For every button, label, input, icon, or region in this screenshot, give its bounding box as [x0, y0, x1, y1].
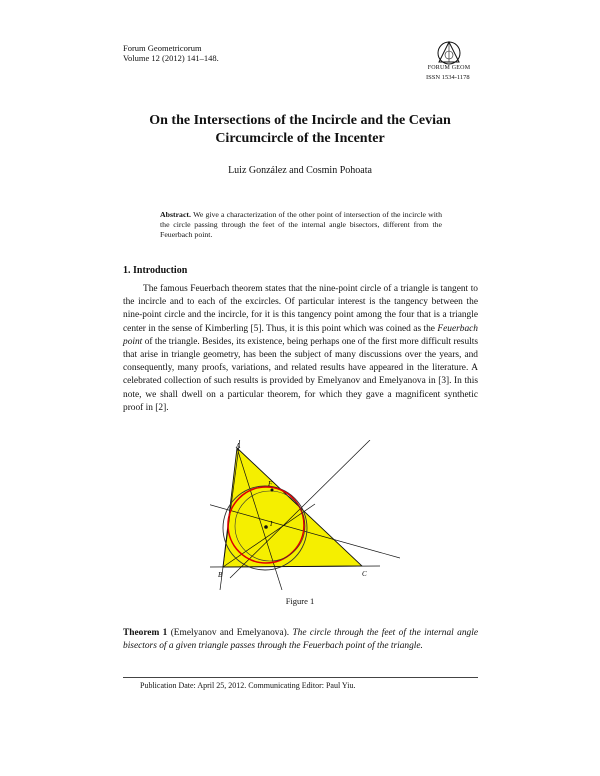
paper-title — [100, 112, 500, 148]
intro-text-part1: The famous Feuerbach theorem states that the nine-point circle of a triangle is tangent to the incircle and to each of the excircles. Of particular interest is the tangency between the nine-point circle and the incircle, for it is this tangency point among the four that is a triangle center in the sense of Kimberling [5]. Thus, it is this point which was coined as the — [123, 284, 478, 334]
intro-emphasis: Feuerbach point — [123, 323, 478, 347]
label-b: B — [218, 571, 223, 579]
theorem-statement: The circle through the feet of the internal angle bisectors of a given triangle passes through the Feuerbach point of the triangle. — [123, 628, 478, 651]
intro-text-part2: of the triangle. Besides, its existence, being perhaps one of the first more difficult results that arise in triangle geometry, has been the subject of many discussions over the years, and consequently, many proofs, variations, and related results have appeared in the literature. A celebrated collection of such results is provided by Emelyanov and Emelyanova in [3]. In this note, we shall dwell on a particular theorem, for which they gave a magnificent synthetic proof in [2]. — [123, 336, 478, 413]
abstract-text: We give a characterization of the other point of intersection of the incircle with the circle passing through the feet of the internal angle bisectors, different from the Feuerbach point. — [160, 210, 442, 239]
authors: Luiz González and Cosmin Pohoata — [228, 165, 372, 176]
journal-volume: Volume 12 (2012) 141–148. — [123, 53, 219, 63]
intro-paragraph — [123, 283, 478, 415]
footnote-rule — [123, 677, 478, 678]
theorem-1 — [123, 627, 478, 653]
figure-1 — [210, 440, 400, 590]
journal-logo — [424, 40, 474, 71]
title-line-1: On the Intersections of the Incircle and the Cevian — [149, 113, 451, 128]
label-f: F — [268, 480, 273, 488]
label-a: A — [236, 442, 241, 450]
logo-text: FORUM GEOM — [427, 65, 471, 71]
incenter-point — [264, 525, 268, 529]
label-i: I — [270, 520, 273, 528]
section-heading: 1. Introduction — [123, 265, 188, 276]
title-line-2: Circumcircle of the Incenter — [215, 131, 385, 146]
logo-emblem-icon — [432, 40, 466, 66]
feuerbach-point — [271, 489, 274, 492]
label-c: C — [362, 570, 367, 578]
figure-caption: Figure 1 — [285, 596, 315, 606]
abstract-label: Abstract — [160, 210, 190, 219]
theorem-attribution: (Emelyanov and Emelyanova). — [167, 628, 293, 638]
publication-footnote: Publication Date: April 25, 2012. Communicating Editor: Paul Yiu. — [140, 681, 356, 690]
geometry-diagram — [210, 440, 400, 590]
abstract: Abstract. We give a characterization of the other point of intersection of the incircle with the circle passing through the feet of the internal angle bisectors, different from the Feuerbach point. — [160, 210, 442, 239]
issn: ISSN 1534-1178 — [426, 74, 470, 81]
journal-name: Forum Geometricorum — [123, 43, 202, 53]
journal-header — [123, 43, 219, 63]
theorem-label: Theorem 1 — [123, 628, 168, 638]
